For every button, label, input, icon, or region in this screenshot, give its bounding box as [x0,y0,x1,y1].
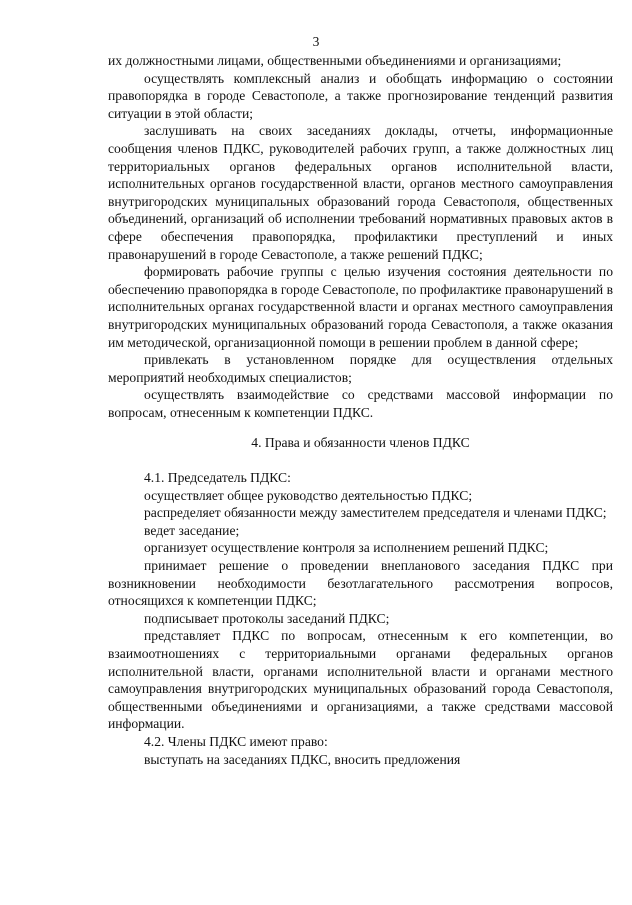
paragraph: 4.1. Председатель ПДКС: [144,470,291,486]
paragraph: привлекать в установленном порядке для осуществления отдельных мероприятий необходимых специалистов; [108,352,613,385]
paragraph: принимает решение о проведении внепланового заседания ПДКС при возникновении необходимости безотлагательного рассмотрения вопросов, относящихся к компетенции ПДКС; [108,558,613,609]
document-body [108,52,613,768]
paragraph: организует осуществление контроля за исполнением решений ПДКС; [144,540,549,556]
paragraph: осуществлять взаимодействие со средствами массовой информации по вопросам, отнесенным к компетенции ПДКС. [108,387,613,420]
paragraph: выступать на заседаниях ПДКС, вносить предложения [144,751,461,767]
paragraph: ведет заседание; [144,522,240,538]
paragraph: подписывает протоколы заседаний ПДКС; [144,610,390,626]
paragraph: 4.2. Члены ПДКС имеют право: [144,733,328,749]
paragraph: их должностными лицами, общественными объединениями и организациями; [108,53,562,68]
page-number: 3 [312,34,320,49]
paragraph: осуществляет общее руководство деятельностью ПДКС; [144,487,473,503]
paragraph: формировать рабочие группы с целью изучения состояния деятельности по обеспечению правопорядка в городе Севастополе, по профилактике правонарушений в исполнительных органах государственной власти и органах местного самоуправления внутригородских муниципальных образований города Севастополя, а также оказания им методической, организационной помощи в решении проблем в данной сфере; [108,264,613,350]
section-heading: 4. Права и обязанности членов ПДКС [251,435,470,451]
paragraph: заслушивать на своих заседаниях доклады, отчеты, информационные сообщения членов ПДКС, руководителей рабочих групп, а также должностных лиц территориальных органов федеральных органов исполнительной власти, исполнительных органов государственной власти, органов местного самоуправления внутригородских муниципальных образований города Севастополя, общественных объединений, организаций об исполнении требований нормативных правовых актов в сфере обеспечения правопорядка, профилактики преступлений и иных правонарушений в городе Севастополе, а также решений ПДКС; [108,123,613,262]
paragraph: представляет ПДКС по вопросам, отнесенным к его компетенции, во взаимоотношениях с территориальными органами федеральных органов исполнительной власти, органами исполнительной власти и органами местного самоуправления внутригородских муниципальных образований города Севастополя, общественными объединениями и организациями, а также средствами массовой информации. [108,628,613,732]
paragraph: осуществлять комплексный анализ и обобщать информацию о состоянии правопорядка в городе Севастополе, а также прогнозирование тенденций развития ситуации в этой области; [108,70,613,121]
paragraph: распределяет обязанности между заместителем председателя и членами ПДКС; [144,505,607,521]
